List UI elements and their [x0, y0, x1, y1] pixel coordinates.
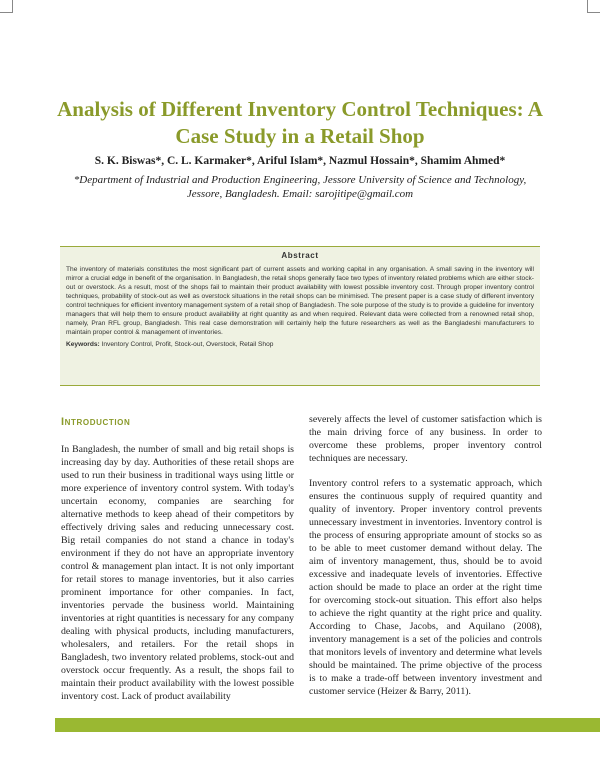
left-column [61, 416, 294, 715]
footer-bar [55, 718, 600, 732]
right-column [309, 413, 542, 710]
keywords-label: Keywords: [66, 341, 100, 348]
crop-mark-top-right [587, 0, 600, 13]
intro-paragraph-2: Inventory control refers to a systematic approach, which ensures the continuous supply of required quantity and quality of inventory. Proper inventory control prevents unnecessary investment in inventories. Inventory control is the process of ensuring appropriate amount of stocks so as to be able to meet customer demand without delay. The aim of inventory management, thus, should be to avoid excessive and inadequate levels of inventories. Effective action should be made to place an order at the right time for overcoming stock-out situation. This effort also helps to achieve the right quantity at the right price and quality. According to Chase, Jacobs, and Aquilano (2008), inventory management is a set of the policies and controls that monitors levels of inventory and determine what levels should be maintained. The prime objective of the process is to make a trade-off between inventory investment and customer service (Heizer & Barry, 2011). [309, 478, 542, 697]
intro-paragraph-continued: severely affects the level of customer satisfaction which is the main driving force of any business. In order to overcome these problems, proper inventory control techniques are necessary. [309, 414, 542, 464]
keywords-value: Inventory Control, Profit, Stock-out, Overstock, Retail Shop [101, 341, 274, 348]
keywords-line [66, 340, 534, 349]
introduction-heading: Introduction [61, 416, 131, 428]
paper-title: Analysis of Different Inventory Control Techniques: A Case Study in a Retail Shop [57, 97, 543, 148]
abstract-box [60, 246, 540, 386]
affiliation: *Department of Industrial and Production Engineering, Jessore University of Science and Technology, Jessore, Bangladesh. Email: sarojitipe@gmail.com [73, 174, 527, 200]
intro-paragraph-1: In Bangladesh, the number of small and big retail shops is increasing day by day. Authorities of these retail shops are used to run their business in traditional ways using little or more experience of inventory control system. With today's uncertain economy, companies are searching for alternative methods to keep ahead of their competitors by effectively driving sales and reducing unnecessary cost. Big retail companies do not stand a chance in today's environment if they do not have an appropriate inventory control & management plan intact. It is not only important for retail stores to manage inventories, but it also carries prominent importance for other companies. In fact, inventories pervade the business world. Maintaining inventories at right quantities is necessary for any company dealing with physical products, including manufacturers, wholesalers, and retailers. For the retail shops in Bangladesh, two inventory related problems, stock-out and overstock occur frequently. As a result, the shops fail to maintain their product availability with the lowest possible inventory cost. Lack of product availability [61, 444, 294, 702]
abstract-text: The inventory of materials constitutes the most significant part of current assets and working capital in any organisation. A small saving in the inventory will mirror a crucial edge in benefit of the organisation. In Bangladesh, the retail shops generally face two types of inventory related problems which are either stock-out or overstock. As a result, most of the shops fail to maintain their product availability with lowest possible inventory cost. Through proper inventory control techniques, probability of stock-out as well as overstock situations in the retail shops can be minimised. The present paper is a case study of different inventory control techniques for efficient inventory management system of a retail shop of Bangladesh. The sole purpose of the study is to provide a guideline for inventory managers that will help them to ensure product availability at right quantity as and when required. Relevant data were collected from a renowned retail shop, namely, Pran RFL group, Bangladesh. This real case demonstration will certainly help the future researchers as well as the Bangladeshi manufacturers to maintain proper control & management of inventories. [66, 266, 534, 336]
crop-mark-top-left [0, 0, 13, 13]
abstract-heading: Abstract [281, 251, 319, 260]
author-list: S. K. Biswas*, C. L. Karmaker*, Ariful Islam*, Nazmul Hossain*, Shamim Ahmed* [94, 155, 506, 167]
